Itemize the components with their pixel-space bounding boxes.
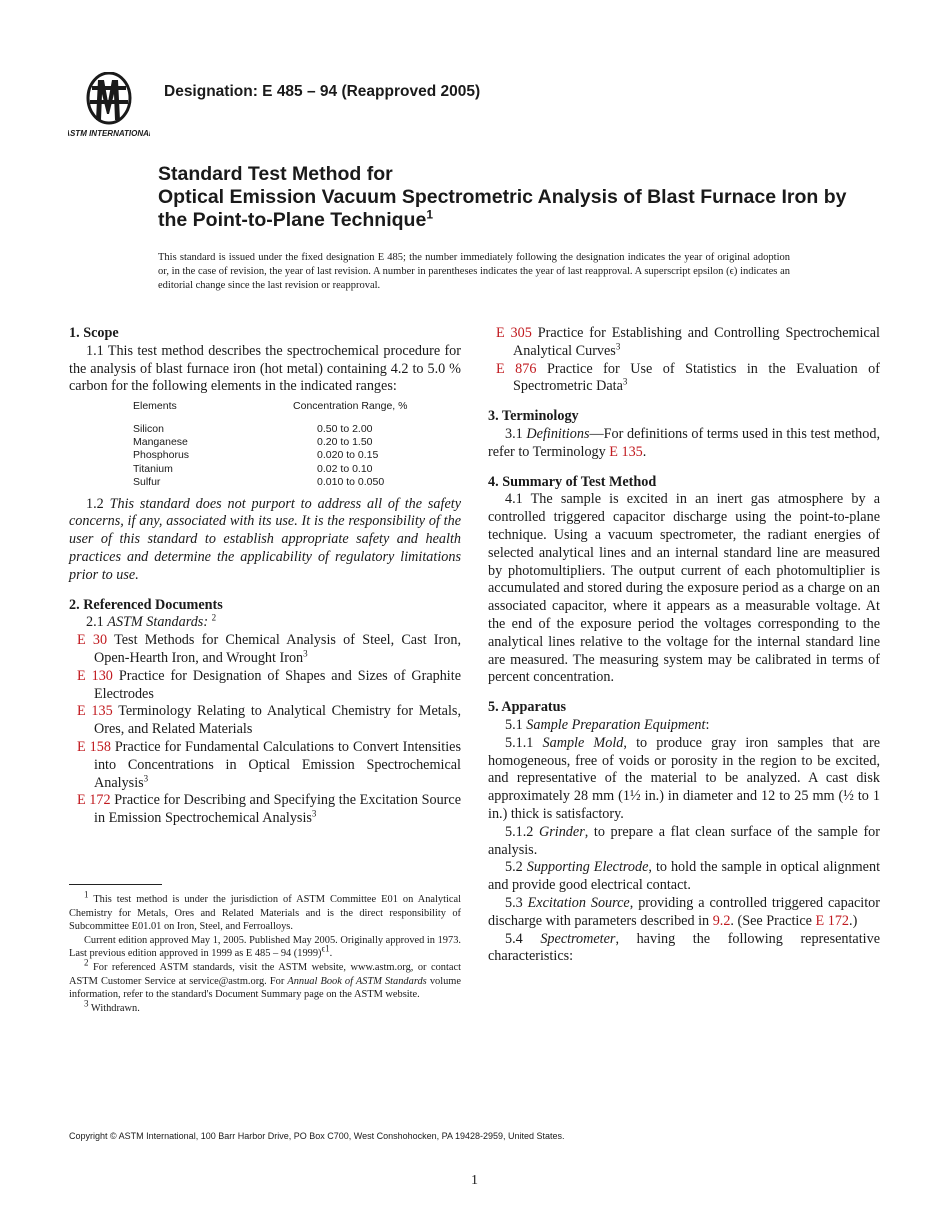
reference-item: E 172 Practice for Describing and Specifying the Excitation Source in Emission Spectrochemical Analysis$^3$ [77, 792, 461, 827]
table-header-elements: Elements [133, 400, 177, 413]
table-row: Titanium 0.02 to 0.10 [133, 462, 373, 475]
left-column [69, 325, 461, 840]
document-title [158, 163, 858, 232]
reference-link[interactable]: E 305 [496, 325, 532, 341]
reference-link[interactable]: E 30 [77, 632, 108, 649]
designation: Designation: E 485 – 94 (Reapproved 2005) [164, 83, 481, 100]
footnote-1: $^1$ This test method is under the jurisdiction of ASTM Committee E01 on Analytical Chemistry for Metals, Ores and Related Materials and is the direct responsibility of Subcommittee E01.01 on Iron, Steel, and Ferroalloys. [69, 889, 461, 933]
section-referenced-documents [69, 597, 461, 828]
paragraph-5-1: 5.1 Sample Preparation Equipment: [505, 716, 710, 733]
reference-item: E 130 Practice for Designation of Shapes and Sizes of Graphite Electrodes [77, 667, 461, 702]
table-header-range: Concentration Range, % [293, 400, 408, 413]
copyright: Copyright © ASTM International, 100 Barr Harbor Drive, PO Box C700, West Conshohocken, PA 19428-2959, United States. [69, 1131, 565, 1141]
preamble: This standard is issued under the fixed designation E 485; the number immediately following the designation indicates the year of original adoption or, in the case of revision, the year of last revision. A number in parentheses indicates the year of last reapproval. A superscript epsilon (ϵ) indicates an editorial change since the last revision or reapproval. [158, 252, 790, 291]
reference-item: E 30 Test Methods for Chemical Analysis of Steel, Cast Iron, Open-Hearth Iron, and Wrought Iron$^3$ [77, 632, 461, 666]
section-link[interactable]: 9.2 [712, 912, 731, 929]
table-row: Silicon 0.50 to 2.00 [133, 422, 373, 435]
logo-text: ASTM INTERNATIONAL [68, 129, 150, 138]
footnotes [69, 889, 461, 1015]
title-line-1: Standard Test Method for [158, 163, 393, 185]
section-heading: 1. Scope [69, 325, 119, 341]
paragraph-1-1: 1.1 This test method describes the spectrochemical procedure for the analysis of blast furnace iron (hot metal) containing 4.2 to 5.0 % carbon for the following elements in the indicated ranges: [69, 342, 461, 395]
paragraph-4-1: 4.1 The sample is excited in an inert gas atmosphere by a controlled triggered capacitor discharge using the point-to-plane technique. Using a vacuum spectrometer, the radiant energies of selected analytical lines and an internal standard line are measured by photomultipliers. The output current of each photomultiplier is accumulated and stored during the exposure period as a charge on an associated capacitor, where it appears as a measurable voltage. At the end of the exposure period the voltages corresponding to the analytical lines relative to the voltage for the internal standard line are measured. The measuring system may be calibrated in terms of percent concentration. [488, 491, 880, 686]
section-apparatus [488, 699, 880, 966]
reference-link[interactable]: E 876 [496, 360, 537, 377]
paragraph-1-2: 1.2 This standard does not purport to address all of the safety concerns, if any, associated with its use. It is the responsibility of the user of this standard to establish appropriate safety and health practices and determine the applicability of regulatory limitations prior to use. [69, 495, 462, 583]
paragraph-5-2: 5.2 Supporting Electrode, to hold the sample in optical alignment and provide good electrical contact. [488, 859, 881, 894]
page-number: 1 [471, 1173, 478, 1188]
reference-item: E 158 Practice for Fundamental Calculations to Convert Intensities into Concentrations in Optical Emission Spectrochemical Analysis$^3$ [77, 738, 461, 791]
reference-link[interactable]: E 130 [77, 667, 113, 684]
section-heading: 2. Referenced Documents [69, 596, 223, 613]
astm-logo [68, 72, 150, 142]
table-row: Phosphorus 0.020 to 0.15 [133, 449, 379, 462]
reference-link[interactable]: E 172 [815, 912, 850, 929]
footnote-divider [69, 884, 162, 885]
reference-item: E 135 Terminology Relating to Analytical Chemistry for Metals, Ores, and Related Materials [77, 703, 461, 738]
table-row: Sulfur 0.010 to 0.050 [133, 476, 385, 489]
reference-item: E 305 Practice for Establishing and Controlling Spectrochemical Analytical Curves$^3$ [496, 325, 881, 359]
references-continued [488, 325, 880, 396]
concentration-table [133, 400, 407, 489]
paragraph-3-1: 3.1 Definitions—For definitions of terms used in this test method, refer to Terminology E 135. [488, 425, 881, 460]
right-column [488, 325, 880, 978]
section-terminology [488, 408, 880, 461]
reference-link[interactable]: E 172 [77, 792, 111, 809]
reference-item: E 876 Practice for Use of Statistics in the Evaluation of Spectrometric Data$^3$ [496, 360, 881, 395]
section-heading: 4. Summary of Test Method [488, 473, 657, 490]
paragraph-5-1-2: 5.1.2 Grinder, to prepare a flat clean surface of the sample for analysis. [488, 823, 881, 858]
title-line-2: Optical Emission Vacuum Spectrometric Analysis of Blast Furnace Iron by the Point-to-Plane Technique$^1$ [158, 186, 847, 231]
table-header-row [133, 400, 407, 413]
paragraph-5-4: 5.4 Spectrometer, having the following representative characteristics: [488, 930, 881, 965]
footnote-1b: Current edition approved May 1, 2005. Published May 2005. Originally approved in 1973. Last previous edition approved in 1999 as E 485 – 94 $(1999)^{\epsilon 1}$. [69, 934, 461, 960]
footnote-2: $^2$ For referenced ASTM standards, visit the ASTM website, www.astm.org, or contact ASTM Customer Service at service@astm.org. For Annual Book of ASTM Standards volume information, refer to the standard's Document Summary page on the ASTM website. [69, 957, 461, 1001]
logo-mark [88, 73, 130, 123]
section-heading: 5. Apparatus [488, 699, 567, 716]
terminology-link[interactable]: E 135 [609, 443, 643, 460]
reference-link[interactable]: E 135 [77, 703, 113, 720]
footnote-3: $^3$ Withdrawn. [84, 998, 140, 1014]
title-footnote-mark: 1 [426, 207, 433, 222]
section-scope [69, 325, 461, 585]
reference-link[interactable]: E 158 [77, 738, 111, 755]
paragraph-2-1: 2.1 ASTM Standards: $^2$ [86, 612, 217, 631]
section-summary [488, 474, 880, 688]
table-row: Manganese 0.20 to 1.50 [133, 436, 373, 448]
paragraph-5-1-1: 5.1.1 Sample Mold, to produce gray iron samples that are homogeneous, free of voids or porosity in the region to be excited, and representative of the material to be analyzed. A cast disk approximately 28 mm (1½ in.) in diameter and 12 to 25 mm (½ to 1 in.) thick is satisfactory. [488, 734, 880, 822]
paragraph-5-3: 5.3 Excitation Source, providing a controlled triggered capacitor discharge with parameters described in 9.2. (See Practice E 172.) [488, 894, 880, 929]
section-heading: 3. Terminology [488, 408, 579, 425]
